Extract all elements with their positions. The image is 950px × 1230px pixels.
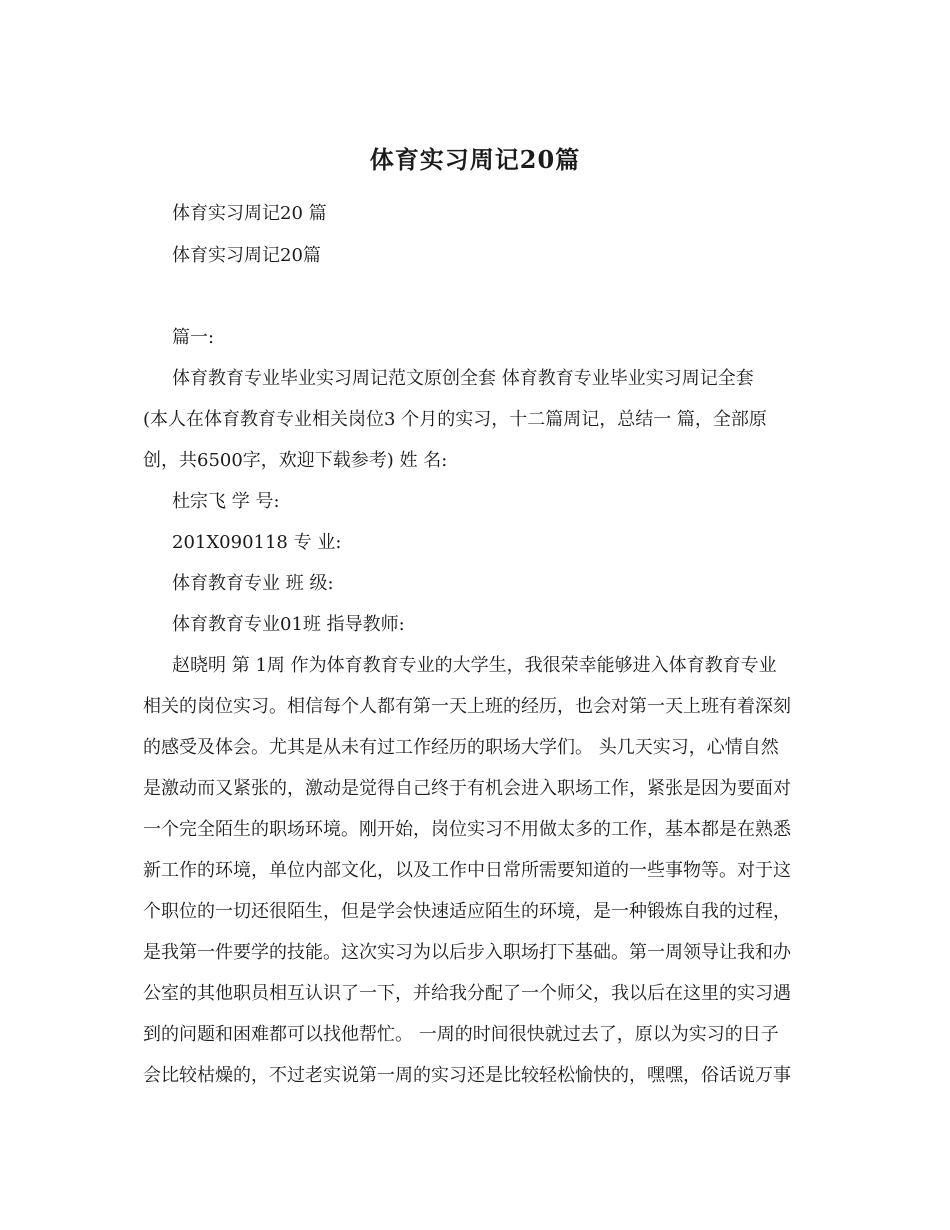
paragraph-line: 会比较枯燥的，不过老实说第一周的实习还是比较轻松愉快的，嘿嘿，俗话说万事 <box>143 1065 791 1086</box>
document-title: 体育实习周记20篇 <box>369 145 581 174</box>
paragraph-line: (本人在体育教育专业相关岗位3 个月的实习，十二篇周记，总结一 篇，全部原 <box>143 409 767 430</box>
paragraph-line: 体育教育专业01班 指导教师: <box>172 614 405 635</box>
paragraph-line: 公室的其他职员相互认识了一下，并给我分配了一个师父，我以后在这里的实习遇 <box>143 983 791 1004</box>
paragraph-line: 到的问题和困难都可以找他帮忙。 一周的时间很快就过去了，原以为实习的日子 <box>143 1024 779 1045</box>
paragraph-line: 是激动而又紧张的，激动是觉得自己终于有机会进入职场工作，紧张是因为要面对 <box>143 778 791 799</box>
paragraph-line: 体育教育专业毕业实习周记范文原创全套 体育教育专业毕业实习周记全套 <box>172 368 754 389</box>
paragraph-line: 创，共6500字，欢迎下载参考) 姓 名: <box>143 450 448 471</box>
paragraph-line: 体育实习周记20篇 <box>172 245 321 266</box>
paragraph-line: 体育实习周记20 篇 <box>172 203 327 224</box>
paragraph-line: 体育教育专业 班 级: <box>172 573 334 594</box>
section-heading: 篇一: <box>172 327 215 348</box>
paragraph-line: 的感受及体会。尤其是从未有过工作经历的职场大学们。 头几天实习，心情自然 <box>143 737 779 758</box>
paragraph-line: 相关的岗位实习。相信每个人都有第一天上班的经历，也会对第一天上班有着深刻 <box>143 696 791 717</box>
paragraph-line: 个职位的一切还很陌生，但是学会快速适应陌生的环境，是一种锻炼自我的过程， <box>143 901 791 922</box>
paragraph-line: 赵晓明 第 1周 作为体育教育专业的大学生，我很荣幸能够进入体育教育专业 <box>172 655 777 676</box>
paragraph-line: 杜宗飞 学 号: <box>172 491 280 512</box>
paragraph-line: 是我第一件要学的技能。这次实习为以后步入职场打下基础。第一周领导让我和办 <box>143 942 791 963</box>
paragraph-line: 新工作的环境，单位内部文化，以及工作中日常所需要知道的一些事物等。对于这 <box>143 860 791 881</box>
paragraph-line: 一个完全陌生的职场环境。刚开始，岗位实习不用做太多的工作，基本都是在熟悉 <box>143 819 791 840</box>
paragraph-line: 201X090118 专 业: <box>172 532 342 553</box>
